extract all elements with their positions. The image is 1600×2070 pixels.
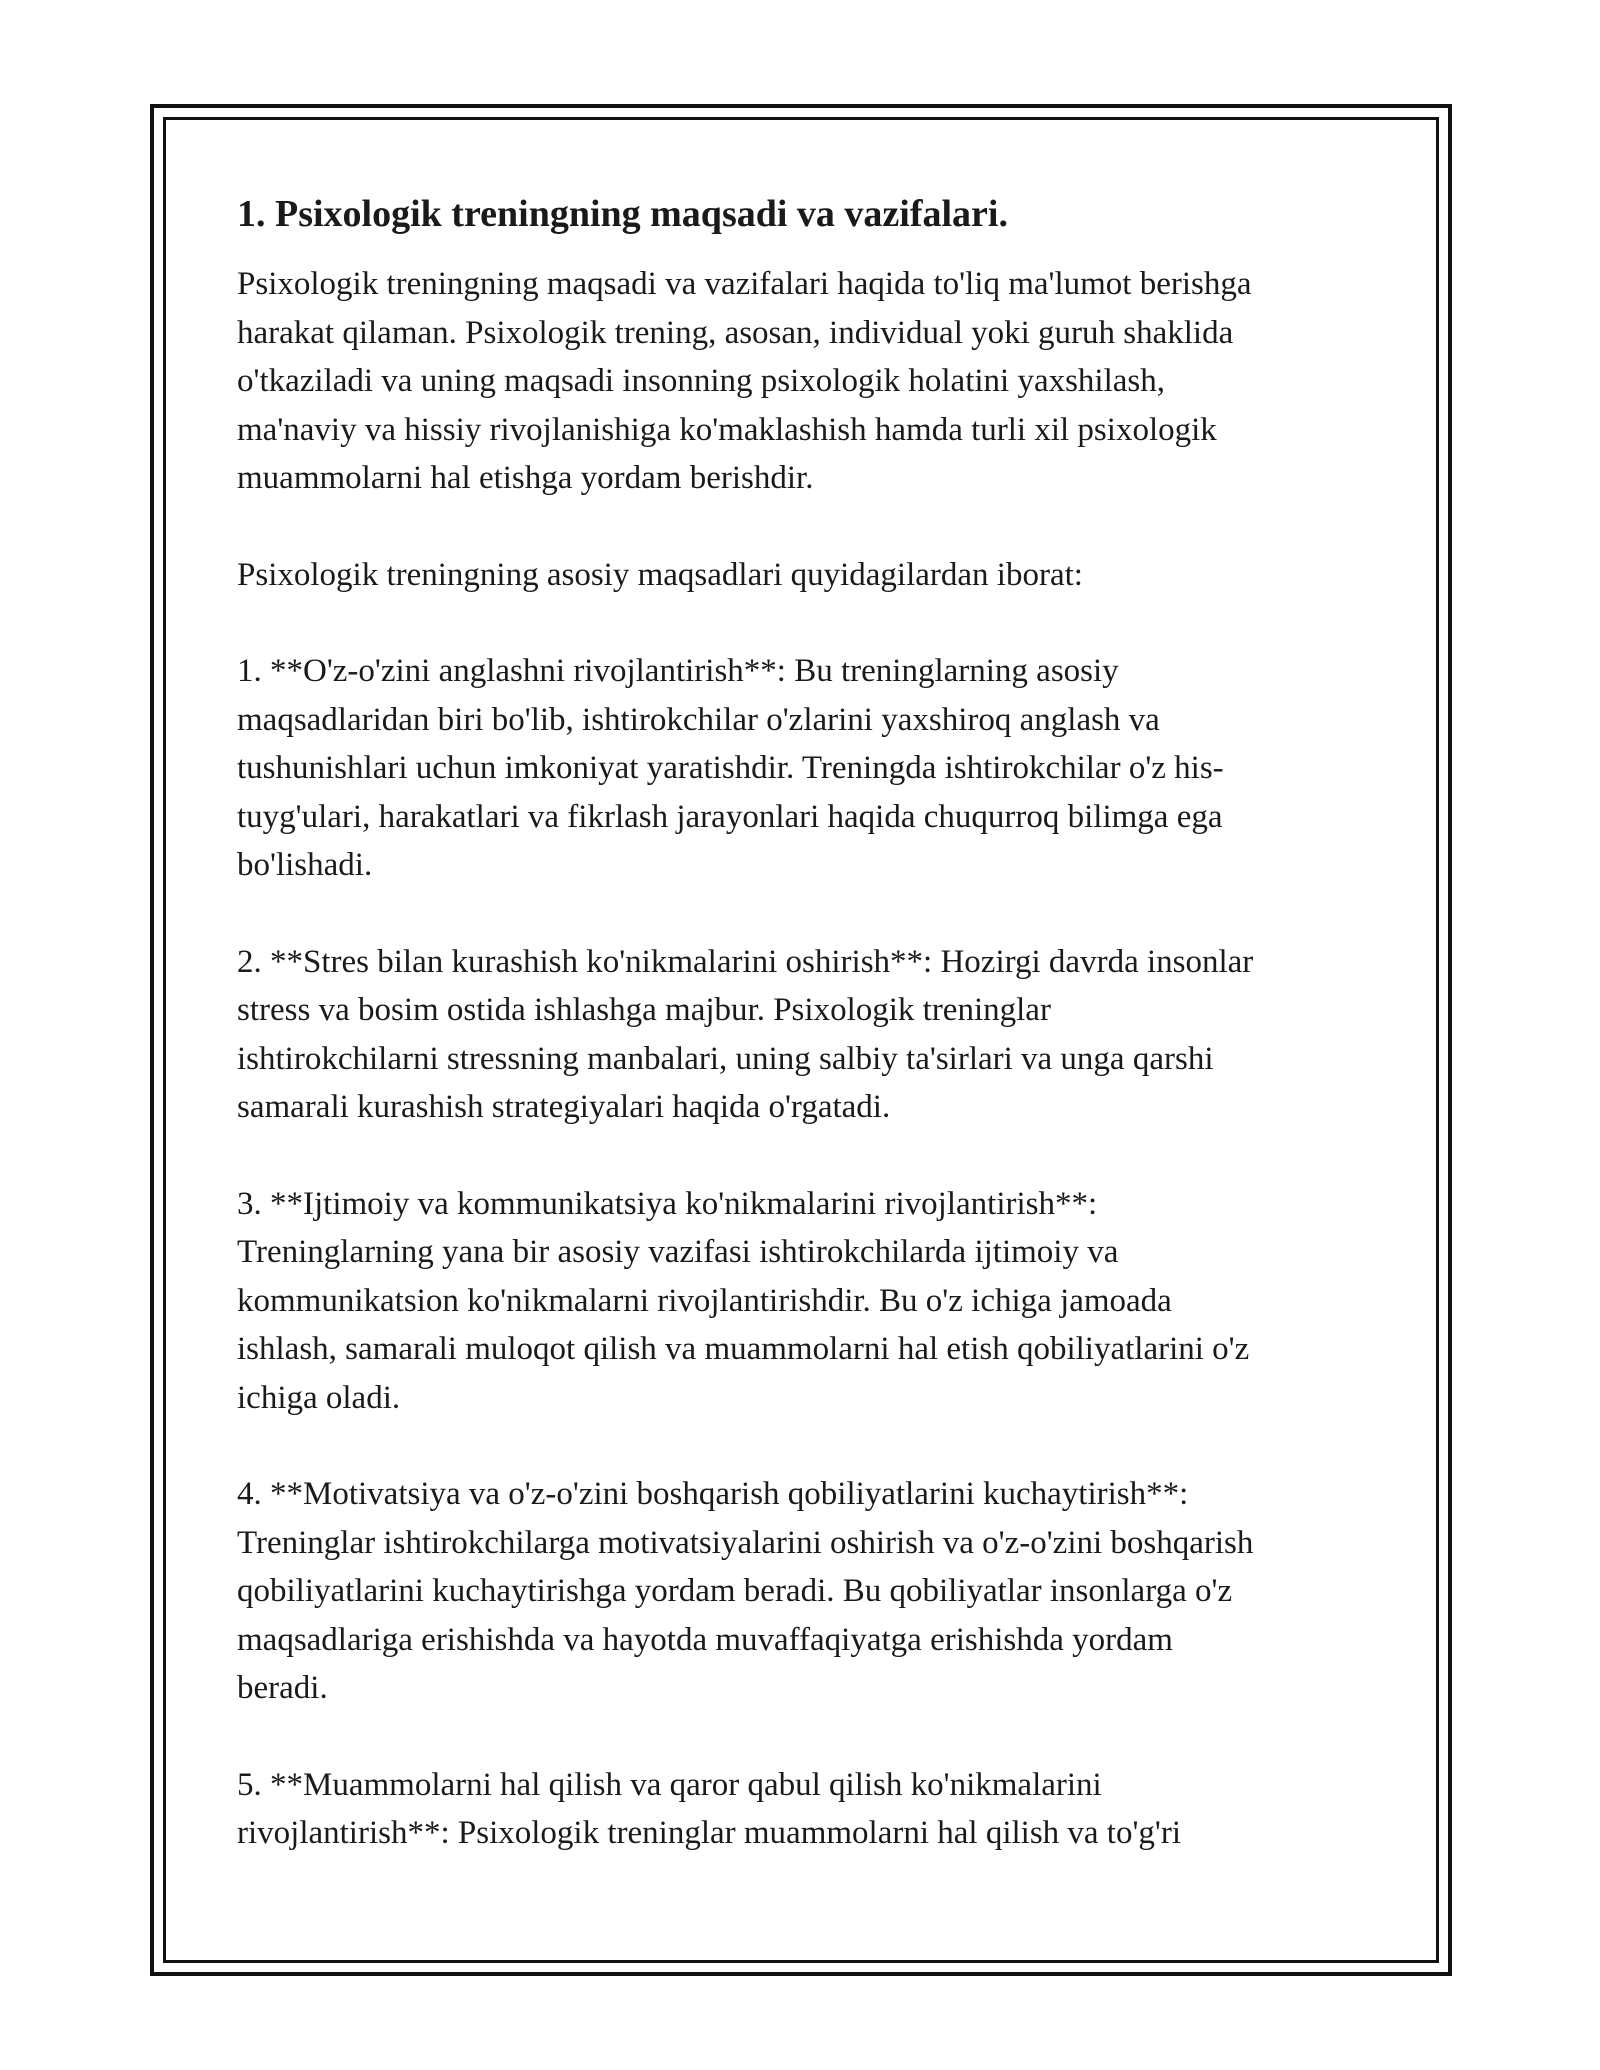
- text-line: Treninglarning yana bir asosiy vazifasi ishtirokchilarda ijtimoiy va: [237, 1234, 1119, 1270]
- text-line: Psixologik treningning asosiy maqsadlari quyidagilardan iborat:: [237, 556, 1083, 593]
- text-line: qobiliyatlarini kuchaytirishga yordam beradi. Bu qobiliyatlar insonlarga o'z: [237, 1573, 1233, 1609]
- text-line: 2. **Stres bilan kurashish ko'nikmalarini oshirish**: Hozirgi davrda insonlar: [237, 943, 1254, 980]
- text-line: bo'lishadi.: [237, 847, 373, 883]
- text-line: 3. **Ijtimoiy va kommunikatsiya ko'nikmalarini rivojlantirish**:: [237, 1185, 1098, 1222]
- text-line: tushunishlari uchun imkoniyat yaratishdir. Treningda ishtirokchilar o'z his-: [237, 750, 1224, 786]
- text-line: 1. **O'z-o'zini anglashni rivojlantirish**: Bu treninglarning asosiy: [237, 653, 1119, 689]
- text-line: maqsadlaridan biri bo'lib, ishtirokchilar o'zlarini yaxshiroq anglash va: [237, 701, 1160, 738]
- text-line: 4. **Motivatsiya va o'z-o'zini boshqarish qobiliyatlarini kuchaytirish**:: [237, 1476, 1189, 1512]
- paragraph-goals-lead: [237, 551, 1377, 600]
- text-line: harakat qilaman. Psixologik trening, asosan, individual yoki guruh shaklida: [237, 314, 1234, 351]
- text-line: ishtirokchilarni stressning manbalari, uning salbiy ta'sirlari va unga qarshi: [237, 1040, 1214, 1077]
- text-line: rivojlantirish**: Psixologik treninglar muammolarni hal qilish va to'g'ri: [237, 1815, 1182, 1851]
- section-heading: 1. Psixologik treningning maqsadi va vazifalari.: [237, 193, 1008, 235]
- text-line: beradi.: [237, 1670, 328, 1706]
- text-line: stress va bosim ostida ishlashga majbur. Psixologik treninglar: [237, 992, 1051, 1028]
- paragraph-item-3: [237, 1180, 1377, 1423]
- document-body: [237, 188, 1377, 1858]
- paragraph-intro: [237, 260, 1377, 503]
- paragraph-item-4: [237, 1470, 1377, 1713]
- text-line: Psixologik treningning maqsadi va vazifalari haqida to'liq ma'lumot berishga: [237, 266, 1252, 302]
- text-line: kommunikatsion ko'nikmalarni rivojlantirishdir. Bu o'z ichiga jamoada: [237, 1282, 1172, 1319]
- paragraph-item-1: [237, 647, 1377, 890]
- text-line: samarali kurashish strategiyalari haqida o'rgatadi.: [237, 1089, 891, 1125]
- text-line: ma'naviy va hissiy rivojlanishiga ko'maklashish hamda turli xil psixologik: [237, 411, 1217, 448]
- text-line: ishlash, samarali muloqot qilish va muammolarni hal etish qobiliyatlarini o'z: [237, 1331, 1250, 1367]
- text-line: 5. **Muammolarni hal qilish va qaror qabul qilish ko'nikmalarini: [237, 1766, 1102, 1803]
- text-line: tuyg'ulari, harakatlari va fikrlash jarayonlari haqida chuqurroq bilimga ega: [237, 798, 1223, 835]
- text-line: o'tkaziladi va uning maqsadi insonning psixologik holatini yaxshilash,: [237, 363, 1166, 399]
- paragraph-item-2: [237, 938, 1377, 1132]
- text-line: muammolarni hal etishga yordam berishdir.: [237, 460, 814, 496]
- paragraph-item-5: [237, 1761, 1377, 1858]
- text-line: maqsadlariga erishishda va hayotda muvaffaqiyatga erishishda yordam: [237, 1621, 1173, 1658]
- text-line: ichiga oladi.: [237, 1379, 401, 1416]
- text-line: Treninglar ishtirokchilarga motivatsiyalarini oshirish va o'z-o'zini boshqarish: [237, 1524, 1254, 1561]
